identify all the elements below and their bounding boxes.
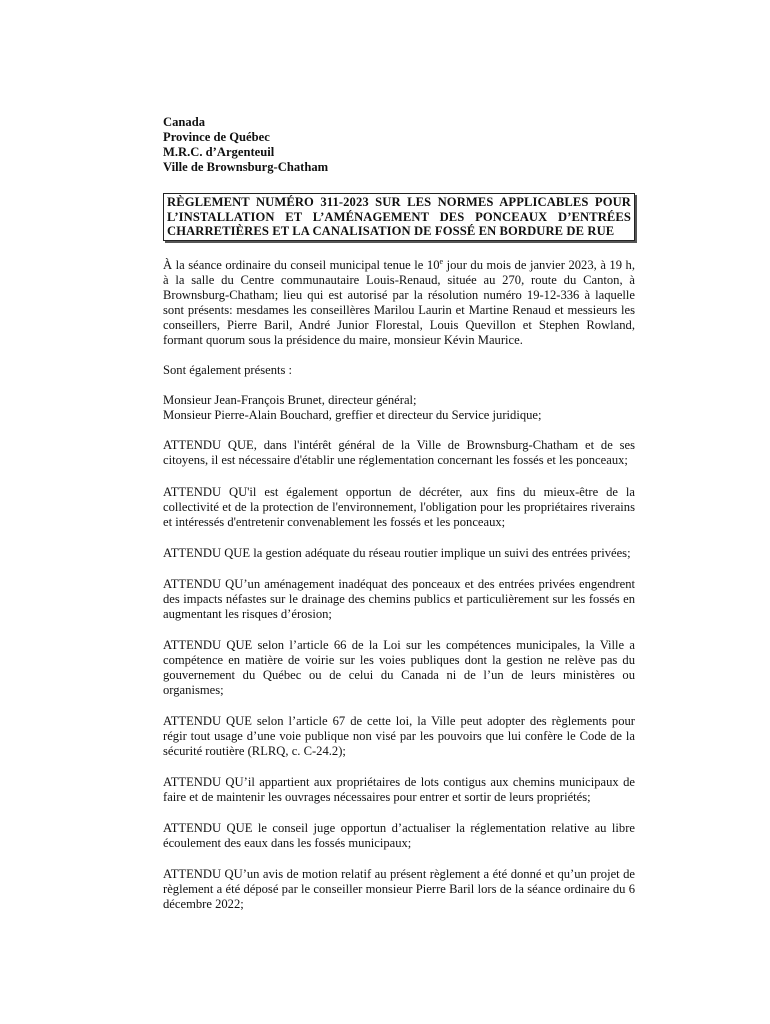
document-body [163,115,635,912]
whereas-clause: ATTENDU QUE la gestion adéquate du réseau routier implique un suivi des entrées privées; [163,545,631,560]
official-item: Monsieur Pierre-Alain Bouchard, greffier et directeur du Service juridique; [163,407,542,422]
officials-list [163,393,635,423]
whereas-clause: ATTENDU QUE, dans l'intérêt général de la Ville de Brownsburg-Chatham et de ses citoyens, il est nécessaire d'établir une réglementation concernant les fossés et les ponceaux; [163,437,635,467]
intro-paragraph [163,258,635,348]
whereas-clause: ATTENDU QUE le conseil juge opportun d’actualiser la réglementation relative au libre écoulement des eaux dans les fossés municipaux; [163,820,635,850]
header-mrc: M.R.C. d’Argenteuil [163,145,275,159]
header-province: Province de Québec [163,130,270,144]
bylaw-title: RÈGLEMENT NUMÉRO 311-2023 SUR LES NORMES APPLICABLES POUR L’INSTALLATION ET L’AMÉNAGEMENT DES PONCEAUX D’ENTRÉES CHARRETIÈRES ET LA CANALISATION DE FOSSÉ EN BORDURE DE RUE [163,193,635,241]
ordinal-superscript: e [439,256,444,266]
whereas-clause: ATTENDU QU’il appartient aux propriétaires de lots contigus aux chemins municipaux de faire et de maintenir les ouvrages nécessaires pour entrer et sortir de leurs propriétés; [163,774,635,804]
header-country: Canada [163,115,205,129]
document-header [163,115,635,175]
official-item: Monsieur Jean-François Brunet, directeur général; [163,392,417,407]
whereas-clause: ATTENDU QUE selon l’article 67 de cette loi, la Ville peut adopter des règlements pour régir tout usage d’une voie publique non visé par les pouvoirs que lui confère le Code de la sécurité routière (RLRQ, c. C-24.2); [163,713,635,758]
whereas-clause: ATTENDU QU'il est également opportun de décréter, aux fins du mieux-être de la collectivité et de la protection de l'environnement, l'obligation pour les propriétaires riverains et intéressés d'entretenir convenablement les fossés et les ponceaux; [163,484,635,529]
whereas-clause: ATTENDU QUE selon l’article 66 de la Loi sur les compétences municipales, la Ville a compétence en matière de voirie sur les voies publiques dont la gestion ne relève pas du gouvernement du Québec ou de celui du Canada ni de l’un de leurs ministères ou organismes; [163,637,635,697]
whereas-clause: ATTENDU QU’un avis de motion relatif au présent règlement a été donné et qu’un projet de règlement a été déposé par le conseiller monsieur Pierre Baril lors de la séance ordinaire du 6 décembre 2022; [163,866,635,911]
intro-text-start: À la séance ordinaire du conseil municipal tenue le 10 [163,257,440,272]
whereas-clause: ATTENDU QU’un aménagement inadéquat des ponceaux et des entrées privées engendrent des impacts néfastes sur le drainage des chemins publics et particulièrement sur les fossés en augmentant les risques d’érosion; [163,576,635,621]
header-city: Ville de Brownsburg-Chatham [163,160,329,174]
intro-text-end: jour du mois de janvier 2023, à 19 h, à la salle du Centre communautaire Louis-Renaud, située au 270, route du Canton, à Brownsburg-Chatham; lieu qui est autorisé par la résolution numéro 19-12-336 à laquelle sont présents: mesdames les conseillères Marilou Laurin et Martine Renaud et messieurs les conseillers, Pierre Baril, André Junior Florestal, Louis Quevillon et Stephen Rowland, formant quorum sous la présidence du maire, monsieur Kévin Maurice. [163,257,635,347]
also-present-line: Sont également présents : [163,362,293,377]
